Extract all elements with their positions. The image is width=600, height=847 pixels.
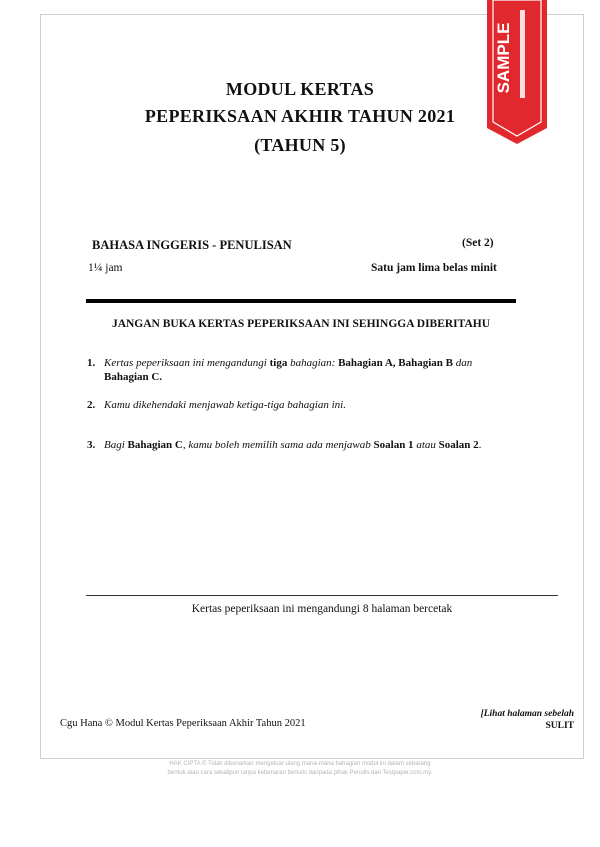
footer-next-page xyxy=(481,708,574,732)
disclaimer-line-1: HAK CIPTA © Tidak dibenarkan mengeluar ulang mana-mana bahagian modul ini dalam sebarang xyxy=(169,761,431,767)
subject-name: BAHASA INGGERIS - PENULISAN xyxy=(92,238,292,252)
set-label: (Set 2) xyxy=(462,237,494,249)
thick-divider xyxy=(86,299,516,303)
confidential-label: SULIT xyxy=(545,721,574,731)
instruction-text: Bagi Bahagian C, kamu boleh memilih sama ada menjawab Soalan 1 atau Soalan 2. xyxy=(104,439,482,451)
disclaimer-line-2: bentuk atau cara sekalipun tanpa kebenaran bertulis daripada pihak Penulis dan Testpaper.com.my. xyxy=(167,770,433,776)
thin-divider xyxy=(86,595,558,596)
sample-ribbon-badge xyxy=(485,0,549,144)
instruction-item-2 xyxy=(87,398,517,412)
paper-title-line3: (TAHUN 5) xyxy=(254,135,346,155)
page-count-note: Kertas peperiksaan ini mengandungi 8 halaman bercetak xyxy=(191,603,453,615)
paper-title-line1: MODUL KERTAS xyxy=(225,79,375,99)
ribbon-stripe xyxy=(520,10,525,98)
instruction-item-3 xyxy=(87,438,517,452)
instruction-text: Kertas peperiksaan ini mengandungi tiga bahagian: Bahagian A, Bahagian B dan Bahagian C. xyxy=(104,357,473,383)
instruction-text: Kamu dikehendaki menjawab ketiga-tiga bahagian ini. xyxy=(104,399,346,411)
duration-words: Satu jam lima belas minit xyxy=(371,262,497,274)
footer-copyright: Cgu Hana © Modul Kertas Peperiksaan Akhir Tahun 2021 xyxy=(60,718,306,729)
warning-text: JANGAN BUKA KERTAS PEPERIKSAAN INI SEHINGGA DIBERITAHU xyxy=(111,318,491,330)
see-next-page-label: [Lihat halaman sebelah xyxy=(480,709,574,719)
paper-title-line2: PEPERIKSAAN AKHIR TAHUN 2021 xyxy=(144,106,456,126)
duration: 1¼ jam xyxy=(88,262,123,274)
instruction-number: 2. xyxy=(87,399,96,411)
instruction-number: 3. xyxy=(87,439,96,451)
instruction-item-1 xyxy=(87,356,517,384)
copyright-disclaimer xyxy=(120,760,480,778)
instruction-number: 1. xyxy=(87,357,96,369)
sample-label: SAMPLE xyxy=(494,22,513,94)
